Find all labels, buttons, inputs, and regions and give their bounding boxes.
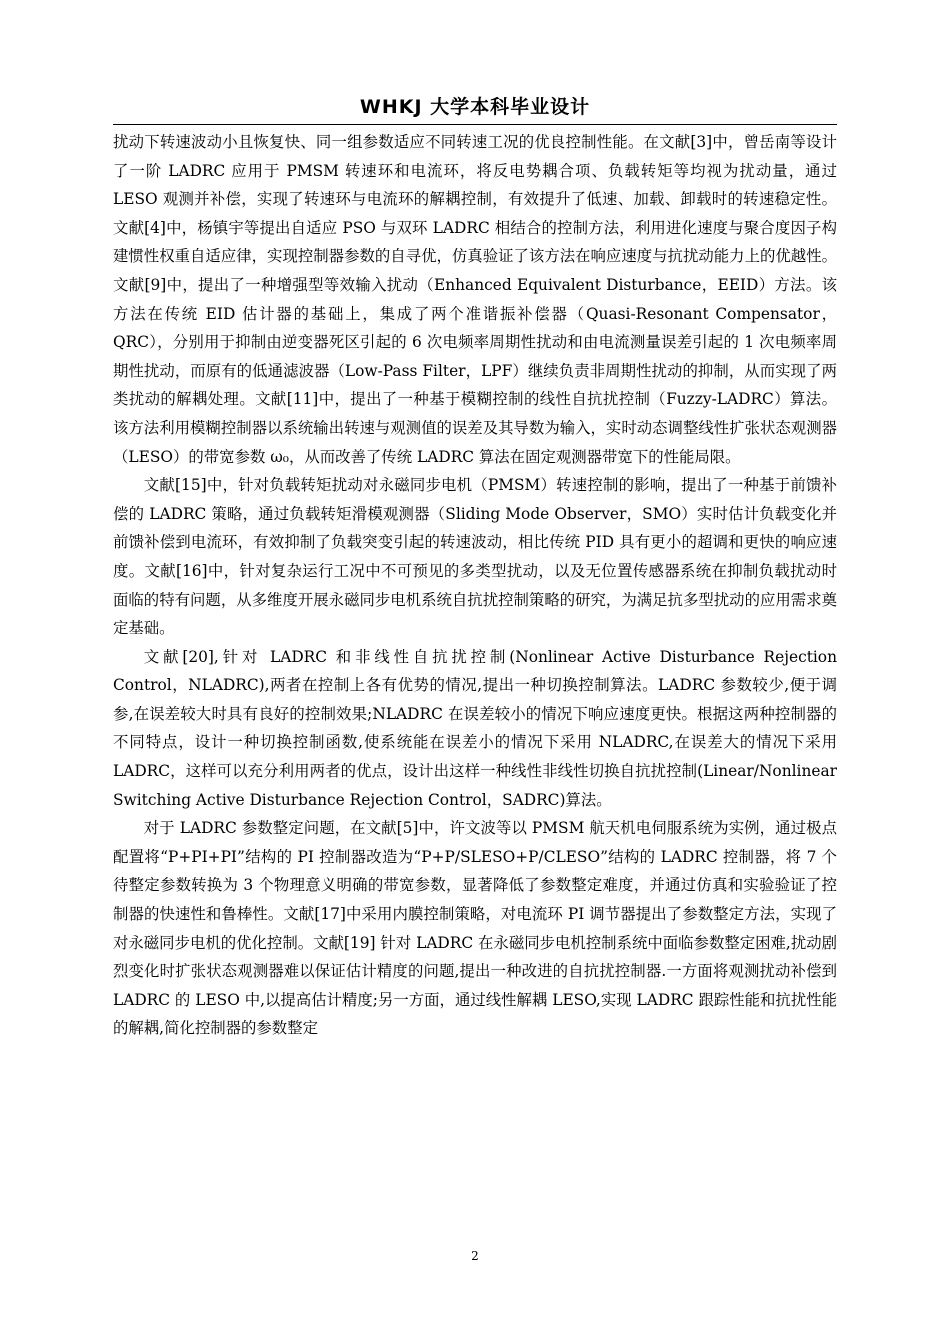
header-divider bbox=[113, 124, 837, 125]
paragraph-4: 对于 LADRC 参数整定问题，在文献[5]中，许文波等以 PMSM 航天机电伺服系统为实例，通过极点配置将“P+PI+PI”结构的 PI 控制器改造为“P+P/SLESO+P/CLESO”结构的 LADRC 控制器，将 7 个待整定参数转换为 3 个物理意义明确的带宽参数，显著降低了参数整定难度，并通过仿真和实验验证了控制器的快速性和鲁棒性。文献[17]中采用内膜控制策略，对电流环 PI 调节器提出了参数整定方法，实现了对永磁同步电机的优化控制。文献[19] 针对 LADRC 在永磁同步电机控制系统中面临参数整定困难,扰动剧烈变化时扩张状态观测器难以保证估计精度的问题,提出一种改进的自抗扰控制器.一方面将观测扰动补偿到 LADRC 的 LESO 中,以提高估计精度;另一方面，通过线性解耦 LESO,实现 LADRC 跟踪性能和抗扰性能的解耦,简化控制器的参数整定 bbox=[113, 819, 837, 1038]
paragraph-3: 文献[20],针对 LADRC 和非线性自抗扰控制(Nonlinear Active Disturbance Rejection Control，NLADRC),两者在控制上各有优势的情况,提出一种切换控制算法。LADRC 参数较少,便于调参,在误差较大时具有良好的控制效果;NLADRC 在误差较小的情况下响应速度更快。根据这两种控制器的不同特点，设计一种切换控制函数,使系统能在误差小的情况下采用 NLADRC,在误差大的情况下采用 LADRC，这样可以充分利用两者的优点，设计出这样一种线性非线性切换自抗扰控制(Linear/Nonlinear Switching Active Disturbance Rejection Control，SADRC)算法。 bbox=[113, 647, 837, 809]
page-header-title: WHKJ 大学本科毕业设计 bbox=[359, 96, 591, 118]
page-number: 2 bbox=[471, 1249, 479, 1263]
paragraph-2: 文献[15]中，针对负载转矩扰动对永磁同步电机（PMSM）转速控制的影响，提出了一种基于前馈补偿的 LADRC 策略，通过负载转矩滑模观测器（Sliding Mode Observer，SMO）实时估计负载变化并前馈补偿到电流环，有效抑制了负载突变引起的转速波动，相比传统 PID 具有更小的超调和更快的响应速度。文献[16]中，针对复杂运行工况中不可预见的多类型扰动，以及无位置传感器系统在抑制负载扰动时面临的特有问题，从多维度开展永磁同步电机系统自抗扰控制策略的研究，为满足抗多型扰动的应用需求奠定基础。 bbox=[113, 476, 837, 638]
body-text bbox=[113, 128, 837, 1043]
paragraph-1: 扰动下转速波动小且恢复快、同一组参数适应不同转速工况的优良控制性能。在文献[3]中，曾岳南等设计了一阶 LADRC 应用于 PMSM 转速环和电流环，将反电势耦合项、负载转矩等均视为扰动量，通过 LESO 观测并补偿，实现了转速环与电流环的解耦控制，有效提升了低速、加载、卸载时的转速稳定性。文献[4]中，杨镇宇等提出自适应 PSO 与双环 LADRC 相结合的控制方法，利用进化速度与聚合度因子构建惯性权重自适应律，实现控制器参数的自寻优，仿真验证了该方法在响应速度与抗扰动能力上的优越性。文献[9]中，提出了一种增强型等效输入扰动（Enhanced Equivalent Disturbance，EEID）方法。该方法在传统 EID 估计器的基础上，集成了两个准谐振补偿器（Quasi-Resonant Compensator，QRC），分别用于抑制由逆变器死区引起的 6 次电频率周期性扰动和由电流测量误差引起的 1 次电频率周期性扰动，而原有的低通滤波器（Low-Pass Filter，LPF）继续负责非周期性扰动的抑制，从而实现了两类扰动的解耦处理。文献[11]中，提出了一种基于模糊控制的线性自抗扰控制（Fuzzy-LADRC）算法。该方法利用模糊控制器以系统输出转速与观测值的误差及其导数为输入，实时动态调整线性扩张状态观测器（LESO）的带宽参数 ω₀，从而改善了传统 LADRC 算法在固定观测器带宽下的性能局限。 bbox=[113, 133, 837, 466]
